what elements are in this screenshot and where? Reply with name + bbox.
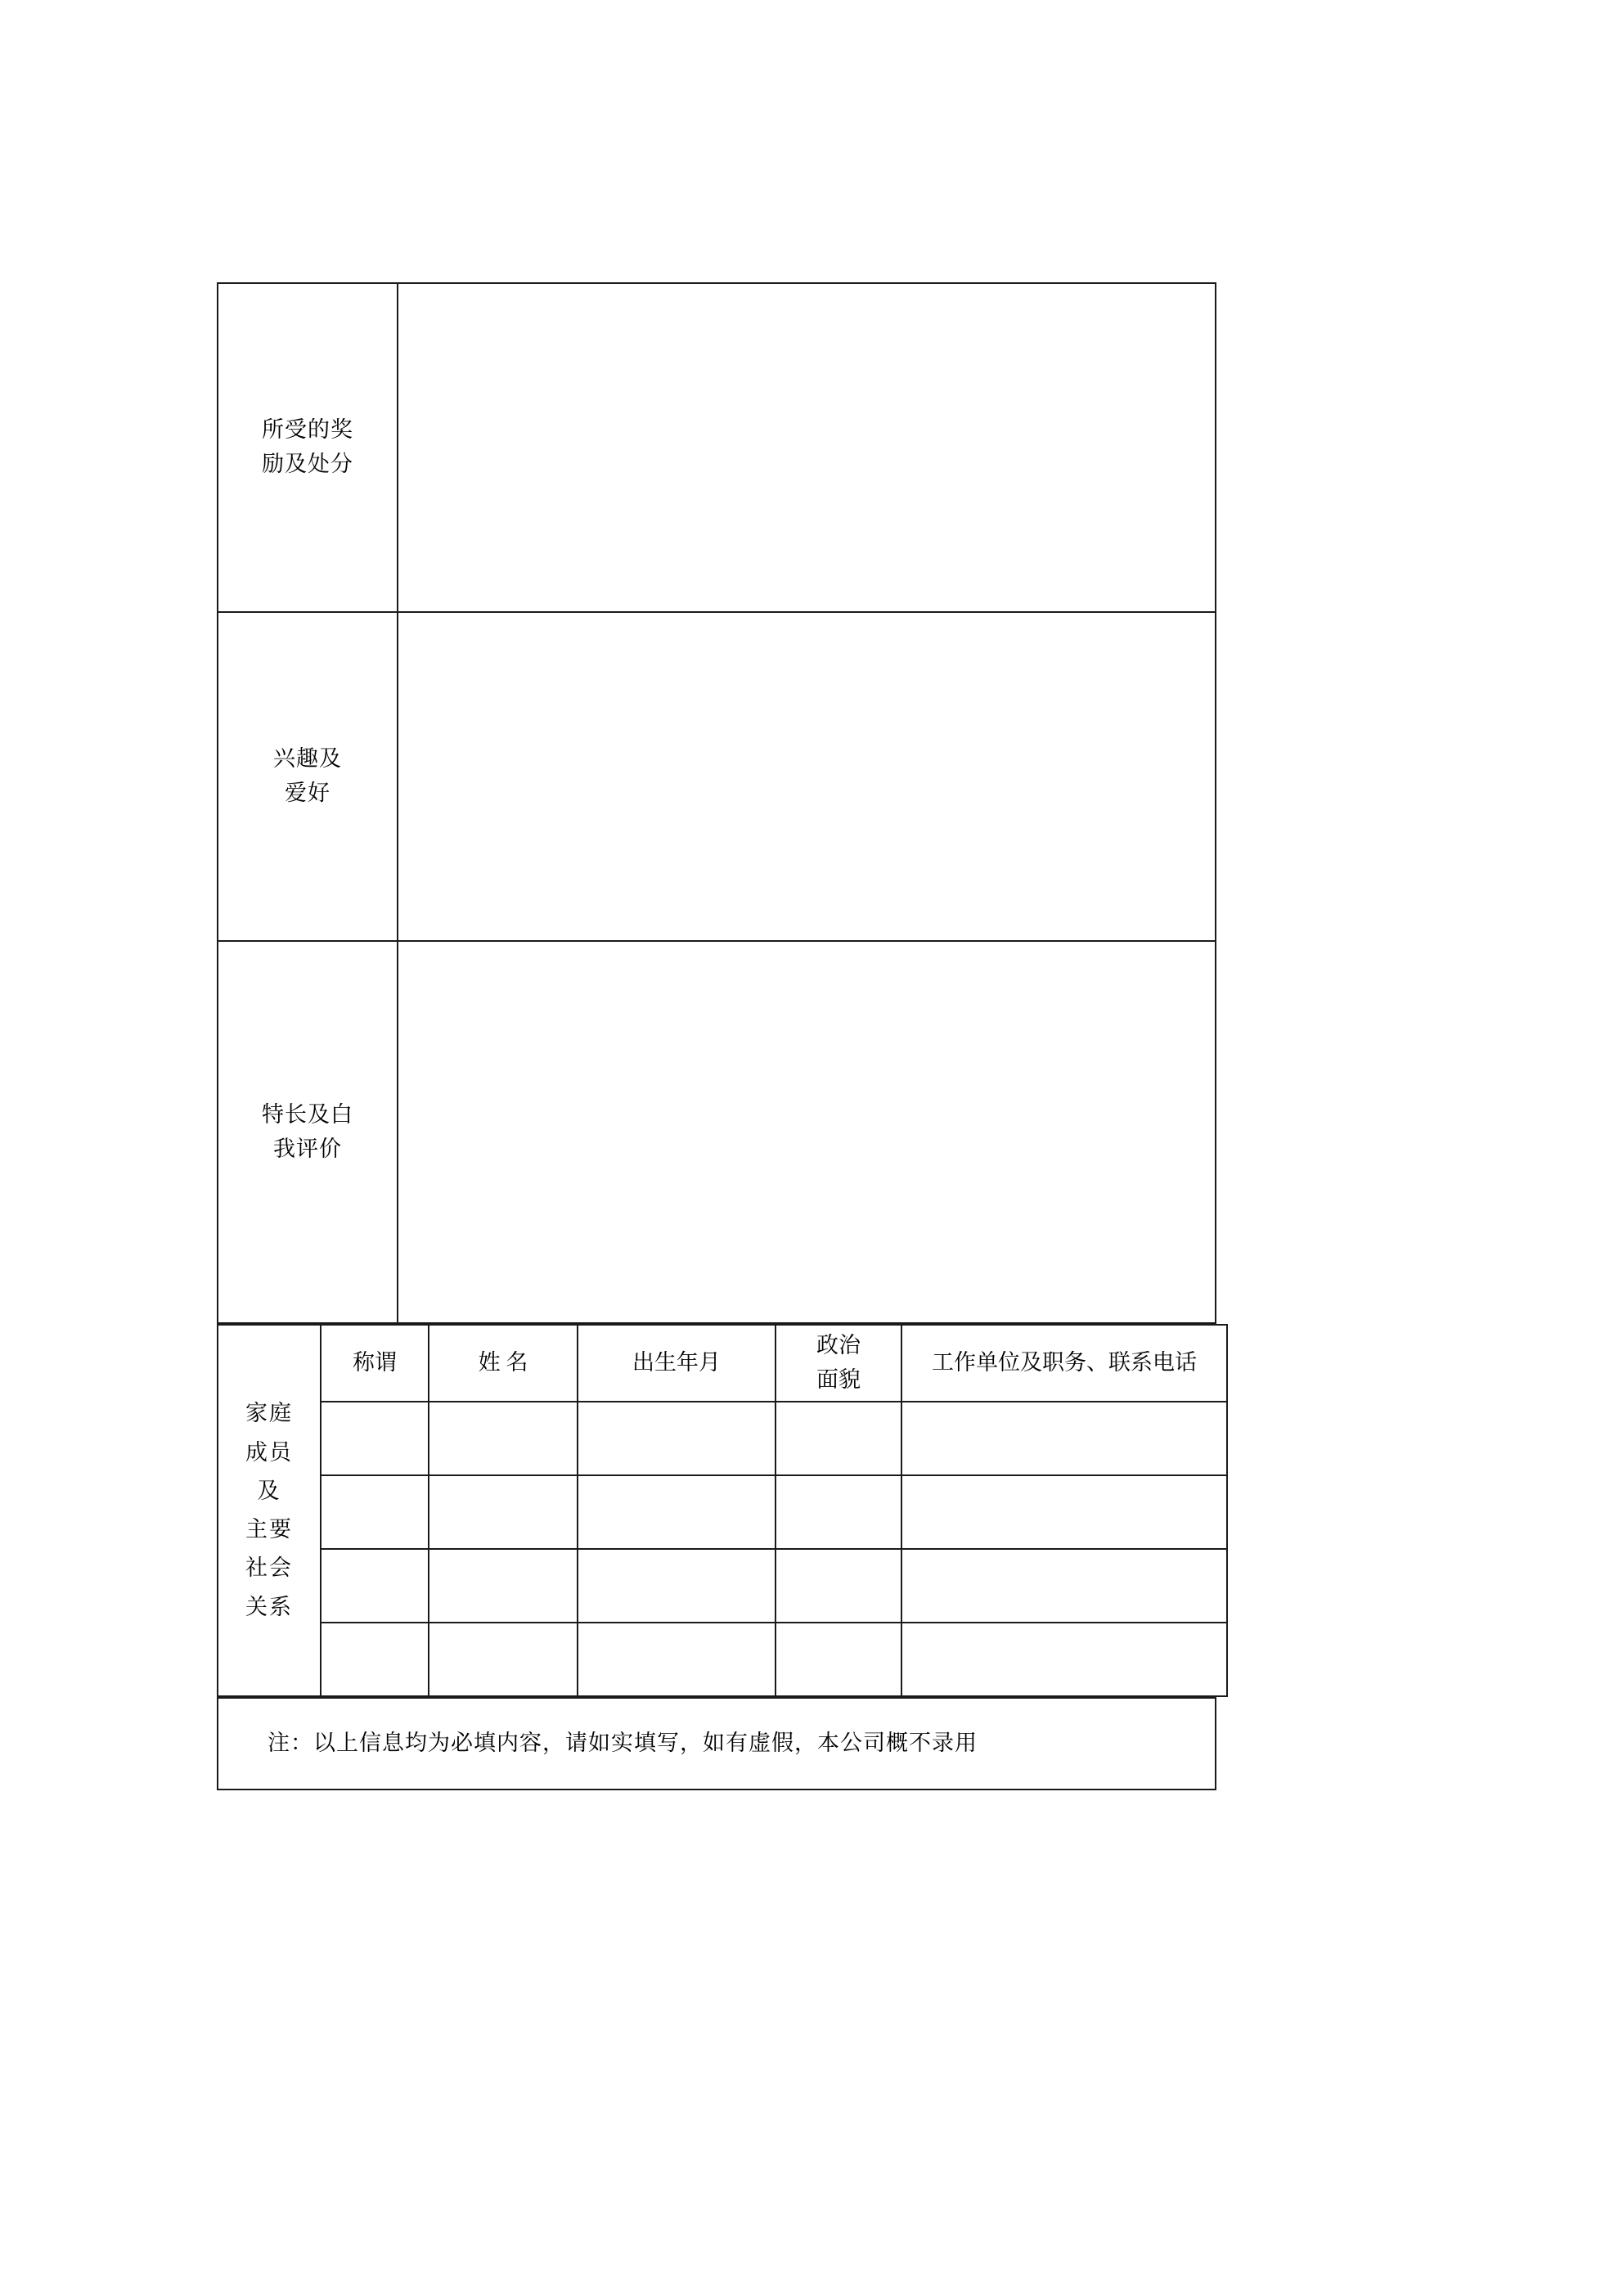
cell-name[interactable] bbox=[429, 1402, 578, 1475]
section-label-interests-line1: 兴趣及 bbox=[273, 746, 342, 772]
table-row bbox=[218, 1549, 1227, 1623]
cell-political[interactable] bbox=[776, 1623, 901, 1696]
cell-name[interactable] bbox=[429, 1475, 578, 1549]
cell-political[interactable] bbox=[776, 1475, 901, 1549]
cell-relation[interactable] bbox=[321, 1549, 429, 1623]
family-side-label bbox=[218, 1325, 321, 1696]
cell-relation[interactable] bbox=[321, 1475, 429, 1549]
section-value-strengths[interactable] bbox=[398, 941, 1216, 1323]
section-label-interests bbox=[218, 612, 398, 941]
cell-work[interactable] bbox=[901, 1623, 1227, 1696]
cell-name[interactable] bbox=[429, 1623, 578, 1696]
section-label-interests-line2: 爱好 bbox=[285, 781, 330, 805]
family-side-label-char-1: 家庭 bbox=[245, 1401, 293, 1426]
text-sections-table bbox=[217, 282, 1216, 1324]
cell-birth[interactable] bbox=[578, 1549, 776, 1623]
cell-birth[interactable] bbox=[578, 1402, 776, 1475]
section-label-strengths-line2: 我评价 bbox=[273, 1136, 342, 1161]
table-row bbox=[218, 1623, 1227, 1696]
table-row bbox=[218, 1475, 1227, 1549]
table-row bbox=[218, 1402, 1227, 1475]
section-label-awards-line1: 所受的奖 bbox=[262, 417, 353, 443]
note-table bbox=[217, 1697, 1216, 1790]
section-label-awards bbox=[218, 283, 398, 612]
family-side-label-char-4: 主要 bbox=[245, 1517, 293, 1542]
cell-work[interactable] bbox=[901, 1549, 1227, 1623]
table-row bbox=[218, 1698, 1216, 1790]
family-side-label-char-6: 关系 bbox=[245, 1594, 293, 1619]
column-header-work: 工作单位及职务、联系电话 bbox=[901, 1325, 1227, 1402]
cell-political[interactable] bbox=[776, 1549, 901, 1623]
cell-birth[interactable] bbox=[578, 1475, 776, 1549]
column-header-political bbox=[776, 1325, 901, 1402]
table-row bbox=[218, 283, 1216, 612]
section-value-awards[interactable] bbox=[398, 283, 1216, 612]
cell-relation[interactable] bbox=[321, 1623, 429, 1696]
cell-work[interactable] bbox=[901, 1475, 1227, 1549]
form-note: 注：以上信息均为必填内容，请如实填写，如有虚假，本公司概不录用 bbox=[218, 1698, 1216, 1790]
table-row bbox=[218, 941, 1216, 1323]
family-members-table bbox=[217, 1324, 1228, 1697]
cell-political[interactable] bbox=[776, 1402, 901, 1475]
cell-name[interactable] bbox=[429, 1549, 578, 1623]
employee-registration-form bbox=[217, 282, 1216, 1790]
column-header-political-line2: 面貌 bbox=[816, 1367, 861, 1392]
section-label-strengths bbox=[218, 941, 398, 1323]
family-side-label-char-2: 成员 bbox=[245, 1439, 293, 1465]
section-label-strengths-line1: 特长及白 bbox=[262, 1101, 353, 1127]
column-header-political-line1: 政治 bbox=[816, 1333, 861, 1358]
table-row bbox=[218, 612, 1216, 941]
cell-relation[interactable] bbox=[321, 1402, 429, 1475]
column-header-birth: 出生年月 bbox=[578, 1325, 776, 1402]
section-label-awards-line2: 励及处分 bbox=[262, 452, 353, 476]
column-header-name: 姓 名 bbox=[429, 1325, 578, 1402]
family-side-label-char-3: 及 bbox=[257, 1478, 281, 1503]
family-side-label-char-5: 社会 bbox=[245, 1555, 293, 1581]
column-header-relation: 称谓 bbox=[321, 1325, 429, 1402]
table-header-row bbox=[218, 1325, 1227, 1402]
cell-birth[interactable] bbox=[578, 1623, 776, 1696]
cell-work[interactable] bbox=[901, 1402, 1227, 1475]
section-value-interests[interactable] bbox=[398, 612, 1216, 941]
